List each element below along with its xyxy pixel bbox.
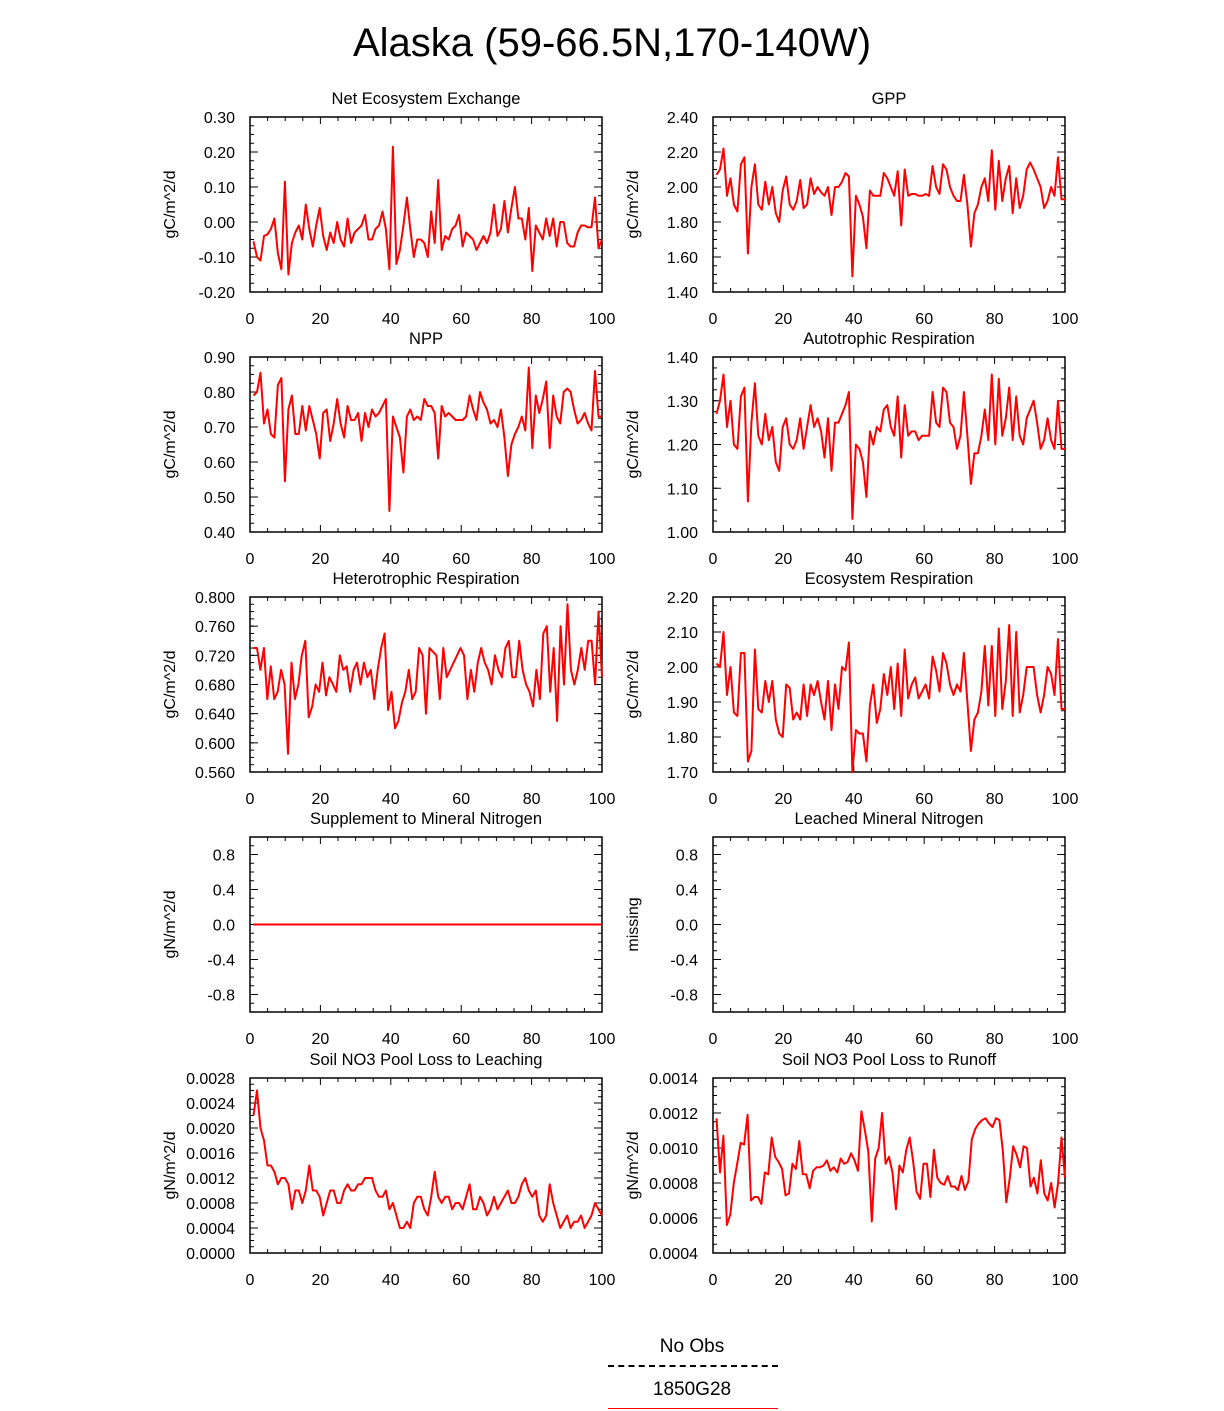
y-tick-label: 2.10: [666, 625, 698, 642]
x-tick-label: 40: [381, 1272, 400, 1289]
y-tick-label: 0.760: [194, 619, 235, 637]
y-tick-label: 0.0006: [649, 1211, 698, 1228]
chart-panel-6: [625, 570, 1078, 808]
y-tick-label: 0.0016: [186, 1146, 235, 1163]
x-tick-label: 20: [311, 1031, 330, 1048]
y-tick-label: -0.20: [198, 285, 235, 302]
x-tick-label: 100: [588, 791, 616, 808]
y-tick-label: -0.4: [207, 952, 235, 970]
plot-frame: [250, 117, 602, 292]
y-tick-label: 0.40: [203, 525, 235, 542]
panel-title: Autotrophic Respiration: [803, 330, 975, 348]
y-tick-label: 1.70: [666, 765, 698, 782]
y-tick-label: 0.0004: [186, 1221, 235, 1238]
x-tick-label: 0: [245, 1031, 255, 1048]
x-tick-label: 80: [985, 1031, 1004, 1048]
y-axis-label: gN/m^2/d: [625, 1131, 642, 1200]
x-tick-label: 20: [311, 791, 330, 808]
y-tick-label: 1.60: [666, 250, 698, 267]
y-tick-label: 0.70: [203, 420, 235, 437]
y-tick-label: 0.0008: [186, 1196, 235, 1213]
y-tick-label: 0.800: [194, 590, 235, 607]
y-tick-label: 0.560: [194, 765, 235, 782]
chart-panel-5: [162, 570, 615, 808]
x-tick-label: 100: [1051, 551, 1079, 568]
y-tick-label: 1.80: [666, 215, 698, 232]
y-axis-label: gC/m^2/d: [162, 410, 179, 479]
x-tick-label: 60: [915, 1031, 934, 1048]
x-tick-label: 40: [844, 791, 863, 808]
x-tick-label: 100: [588, 1031, 616, 1048]
y-tick-label: 0.0028: [186, 1071, 235, 1088]
x-tick-label: 40: [381, 311, 400, 328]
plot-frame: [250, 1078, 602, 1253]
x-tick-label: 0: [245, 311, 255, 328]
y-tick-label: 2.20: [666, 145, 698, 162]
plot-frame: [713, 837, 1065, 1012]
x-tick-label: 40: [381, 1031, 400, 1048]
x-tick-label: 20: [311, 551, 330, 568]
panel-title: Heterotrophic Respiration: [332, 570, 520, 588]
y-tick-label: 0.0012: [649, 1106, 698, 1123]
y-tick-label: 0.50: [203, 490, 235, 507]
y-tick-label: 0.20: [203, 145, 235, 162]
y-tick-label: 1.40: [666, 285, 698, 302]
x-tick-label: 20: [774, 551, 793, 568]
x-tick-label: 60: [452, 791, 471, 808]
figure-title: Alaska (59-66.5N,170-140W): [352, 21, 872, 65]
x-tick-label: 80: [985, 311, 1004, 328]
y-tick-label: 0.0012: [186, 1171, 235, 1188]
y-tick-label: 0.30: [203, 110, 235, 127]
x-tick-label: 40: [844, 311, 863, 328]
panel-title: Net Ecosystem Exchange: [331, 90, 521, 108]
y-axis-label: gN/m^2/d: [162, 1131, 179, 1200]
x-tick-label: 40: [844, 1272, 863, 1289]
x-tick-label: 100: [1051, 791, 1079, 808]
series-line: [717, 149, 1066, 277]
x-tick-label: 20: [774, 311, 793, 328]
x-tick-label: 80: [522, 1272, 541, 1289]
y-tick-label: 0.0000: [186, 1246, 235, 1263]
chart-panel-1: [162, 90, 615, 328]
chart-panel-2: [625, 90, 1078, 328]
x-tick-label: 0: [245, 1272, 255, 1289]
y-tick-label: 0.0010: [649, 1141, 698, 1158]
chart-panel-8: [625, 810, 1078, 1048]
series-line: [254, 1091, 603, 1229]
y-tick-label: 1.90: [666, 695, 698, 712]
y-tick-label: 2.40: [666, 110, 698, 127]
y-tick-label: 0.0008: [649, 1176, 698, 1193]
chart-panel-4: [625, 330, 1078, 568]
x-tick-label: 0: [708, 551, 718, 568]
y-tick-label: 0.0014: [649, 1071, 698, 1088]
y-axis-label: gC/m^2/d: [625, 410, 642, 479]
x-tick-label: 20: [774, 1272, 793, 1289]
y-tick-label: 0.0024: [186, 1096, 235, 1113]
x-tick-label: 60: [452, 311, 471, 328]
x-tick-label: 80: [522, 311, 541, 328]
y-tick-label: 0.600: [194, 735, 235, 753]
series-line: [717, 375, 1066, 519]
y-tick-label: 0.8: [675, 847, 698, 865]
y-tick-label: 1.30: [666, 393, 698, 411]
x-tick-label: 80: [522, 791, 541, 808]
x-tick-label: 20: [311, 311, 330, 328]
y-tick-label: -0.4: [670, 952, 698, 970]
y-axis-label: gN/m^2/d: [162, 890, 179, 959]
x-tick-label: 100: [1051, 1031, 1079, 1048]
y-axis-label: gC/m^2/d: [162, 650, 179, 719]
x-tick-label: 60: [915, 311, 934, 328]
x-tick-label: 80: [522, 1031, 541, 1048]
chart-panel-10: [625, 1051, 1078, 1289]
y-tick-label: 0.640: [194, 706, 235, 724]
y-tick-label: 0.90: [203, 350, 235, 367]
plot-frame: [713, 1078, 1065, 1253]
x-tick-label: 80: [522, 551, 541, 568]
y-tick-label: 1.00: [666, 525, 698, 542]
y-tick-label: 0.0004: [649, 1246, 698, 1263]
y-axis-label: missing: [625, 897, 642, 952]
y-tick-label: 0.00: [203, 215, 235, 232]
x-tick-label: 100: [588, 311, 616, 328]
y-tick-label: 0.680: [194, 677, 235, 695]
y-tick-label: 0.0020: [186, 1121, 235, 1138]
series-line: [717, 1111, 1066, 1225]
chart-panel-9: [162, 1051, 615, 1289]
x-tick-label: 80: [985, 551, 1004, 568]
panel-title: Soil NO3 Pool Loss to Runoff: [781, 1051, 997, 1069]
y-tick-label: 0.4: [675, 882, 698, 900]
series-line: [254, 368, 603, 512]
x-tick-label: 60: [452, 1031, 471, 1048]
x-tick-label: 60: [452, 1272, 471, 1289]
y-tick-label: 1.80: [666, 730, 698, 747]
series-line: [254, 604, 603, 754]
x-tick-label: 40: [381, 551, 400, 568]
x-tick-label: 40: [844, 551, 863, 568]
x-tick-label: 20: [774, 791, 793, 808]
x-tick-label: 20: [774, 1031, 793, 1048]
series-line: [717, 625, 1066, 772]
x-tick-label: 0: [708, 1031, 718, 1048]
panel-title: NPP: [409, 330, 443, 348]
y-axis-label: gC/m^2/d: [625, 170, 642, 239]
y-tick-label: 2.20: [666, 590, 698, 607]
series-line: [254, 147, 603, 275]
x-tick-label: 100: [1051, 1272, 1079, 1289]
x-tick-label: 100: [1051, 311, 1079, 328]
panel-title: Ecosystem Respiration: [804, 570, 974, 588]
x-tick-label: 100: [588, 1272, 616, 1289]
legend-label-model: 1850G28: [652, 1379, 732, 1400]
y-tick-label: 0.720: [194, 648, 235, 666]
chart-panel-3: [162, 330, 615, 568]
y-tick-label: 0.8: [212, 847, 235, 865]
y-tick-label: 1.10: [666, 481, 698, 499]
y-tick-label: 2.00: [666, 660, 698, 677]
chart-panel-7: [162, 810, 615, 1048]
x-tick-label: 20: [311, 1272, 330, 1289]
x-tick-label: 60: [915, 551, 934, 568]
panel-title: Leached Mineral Nitrogen: [794, 810, 984, 828]
x-tick-label: 100: [588, 551, 616, 568]
y-tick-label: 0.0: [675, 917, 698, 935]
legend-label-obs: No Obs: [659, 1336, 725, 1357]
x-tick-label: 0: [708, 311, 718, 328]
x-tick-label: 0: [245, 551, 255, 568]
panel-title: Supplement to Mineral Nitrogen: [309, 810, 543, 828]
y-tick-label: 2.00: [666, 180, 698, 197]
x-tick-label: 40: [844, 1031, 863, 1048]
x-tick-label: 60: [915, 791, 934, 808]
panel-title: Soil NO3 Pool Loss to Leaching: [309, 1051, 543, 1069]
y-axis-label: gC/m^2/d: [162, 170, 179, 239]
y-tick-label: 0.80: [203, 385, 235, 402]
y-tick-label: 0.10: [203, 180, 235, 197]
panel-title: GPP: [871, 90, 907, 108]
x-tick-label: 0: [245, 791, 255, 808]
x-tick-label: 40: [381, 791, 400, 808]
x-tick-label: 60: [452, 551, 471, 568]
y-tick-label: 0.0: [212, 917, 235, 935]
x-tick-label: 0: [708, 791, 718, 808]
y-tick-label: 0.4: [212, 882, 235, 900]
y-tick-label: 1.40: [666, 350, 698, 367]
x-tick-label: 60: [915, 1272, 934, 1289]
y-tick-label: -0.8: [670, 987, 698, 1005]
plot-frame: [713, 357, 1065, 532]
y-axis-label: gC/m^2/d: [625, 650, 642, 719]
x-tick-label: 0: [708, 1272, 718, 1289]
y-tick-label: -0.8: [207, 987, 235, 1005]
x-tick-label: 80: [985, 1272, 1004, 1289]
x-tick-label: 80: [985, 791, 1004, 808]
y-tick-label: 0.60: [203, 455, 235, 472]
y-tick-label: 1.20: [666, 437, 698, 455]
y-tick-label: -0.10: [198, 250, 235, 267]
